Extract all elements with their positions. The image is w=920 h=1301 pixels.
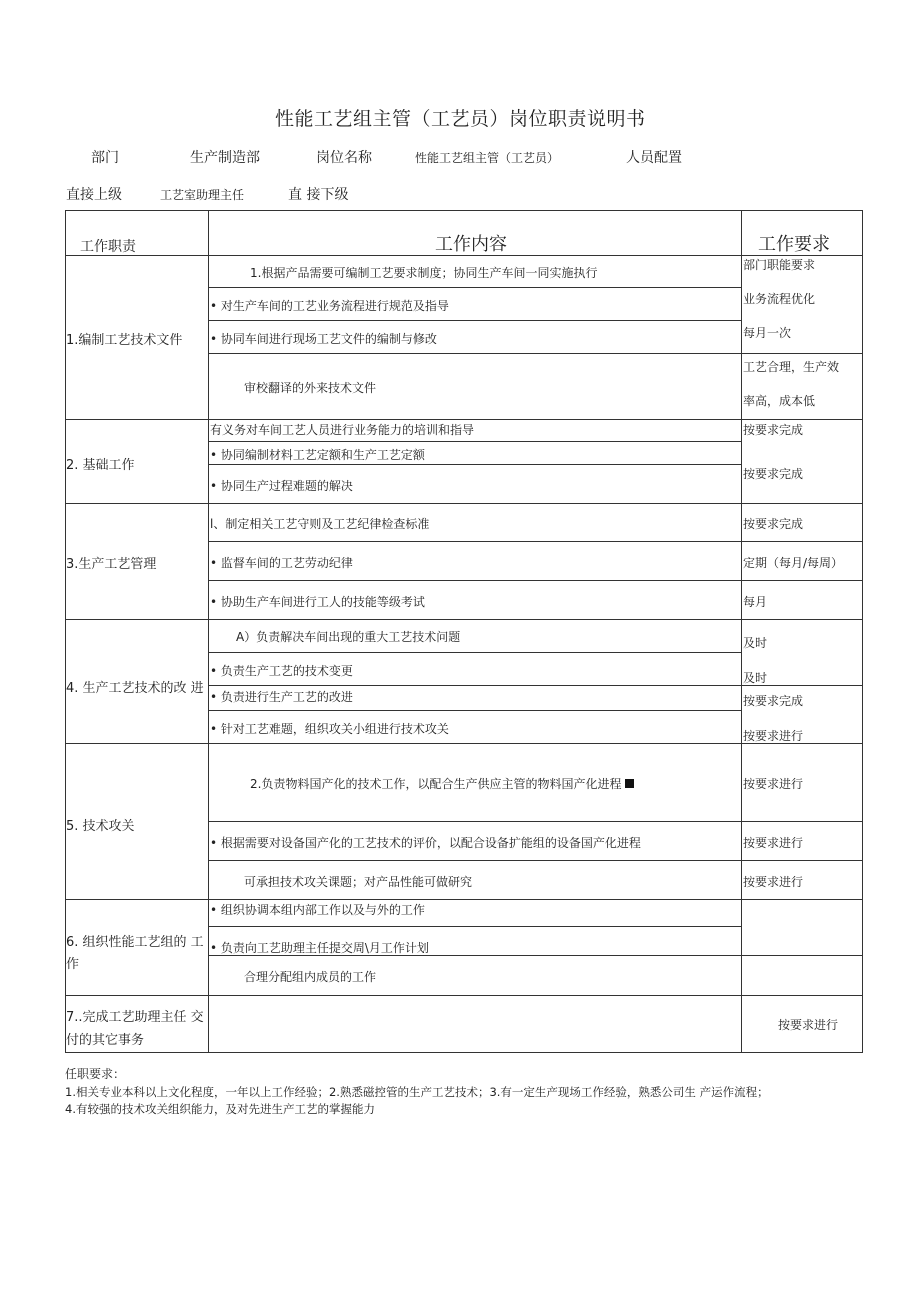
requirement-cell: 及时	[743, 671, 768, 685]
row-divider	[208, 652, 741, 653]
header-content: 工作内容	[435, 234, 507, 255]
row-divider	[741, 353, 863, 354]
square-bullet-icon	[625, 779, 634, 788]
content-cell: • 监督车间的工艺劳动纪律	[210, 556, 353, 570]
requirement-cell: 定期（每月/每周）	[743, 556, 844, 570]
duty-cell: 6. 组织性能工艺组的 工	[66, 935, 204, 950]
row-divider	[208, 287, 741, 288]
header-requirement: 工作要求	[758, 234, 830, 255]
row-divider	[208, 320, 741, 321]
table-border-bottom	[65, 1052, 863, 1053]
section-divider	[65, 503, 863, 504]
requirement-cell: 每月一次	[743, 326, 792, 340]
content-cell: • 协同车间进行现场工艺文件的编制与修改	[210, 332, 437, 346]
content-cell: • 协助生产车间进行工人的技能等级考试	[210, 595, 425, 609]
row-divider	[208, 441, 741, 442]
row-divider	[208, 821, 863, 822]
row-divider	[208, 541, 863, 542]
content-cell: • 协同编制材料工艺定额和生产工艺定额	[210, 448, 425, 462]
requirement-cell: 按要求进行	[743, 729, 804, 743]
content-cell: • 针对工艺难题，组织攻关小组进行技术攻关	[210, 722, 449, 736]
superior-value: 工艺室助理主任	[160, 188, 245, 202]
content-cell: • 负责向工艺助理主任提交周\月工作计划	[210, 941, 429, 955]
content-cell: 合理分配组内成员的工作	[244, 970, 377, 984]
subordinate-label: 直 接下级	[288, 187, 349, 203]
content-cell: 1.根据产品需要可编制工艺要求制度；协同生产车间一同实施执行	[250, 266, 598, 280]
requirement-cell: 每月	[743, 595, 768, 609]
section-divider	[65, 619, 863, 620]
row-divider	[208, 860, 863, 861]
requirement-cell: 及时	[743, 636, 768, 650]
requirement-cell: 按要求完成	[743, 517, 804, 531]
requirement-cell: 按要求进行	[743, 836, 804, 850]
position-label: 岗位名称	[316, 150, 372, 166]
qualifications-line: 4.有较强的技术攻关组织能力，及对先进生产工艺的掌握能力	[65, 1102, 375, 1116]
duty-cell: 付的其它事务	[66, 1033, 145, 1048]
requirement-cell: 按要求完成	[743, 423, 804, 437]
content-cell: 有义务对车间工艺人员进行业务能力的培训和指导	[210, 423, 475, 437]
content-cell: • 对生产车间的工艺业务流程进行规范及指导	[210, 299, 449, 313]
duty-cell: 作	[66, 957, 80, 972]
staffing-label: 人员配置	[626, 150, 682, 166]
requirement-cell: 率高，成本低	[743, 394, 816, 408]
duty-cell: 1.编制工艺技术文件	[66, 333, 183, 348]
superior-label: 直接上级	[66, 187, 122, 203]
content-cell: • 协同生产过程难题的解决	[210, 479, 353, 493]
content-cell: 可承担技术攻关课题；对产品性能可做研究	[244, 875, 473, 889]
duty-cell: 2. 基础工作	[66, 458, 135, 473]
row-divider	[208, 580, 863, 581]
requirement-cell: 业务流程优化	[743, 292, 816, 306]
table-border-right	[862, 210, 863, 1053]
content-cell: • 根据需要对设备国产化的工艺技术的评价，以配合设备扩能组的设备国产化进程	[210, 836, 641, 850]
content-cell	[250, 775, 634, 792]
content-cell: • 负责进行生产工艺的改进	[210, 690, 353, 704]
row-divider	[208, 926, 741, 927]
header-duty: 工作职责	[80, 239, 136, 255]
table-border-top	[65, 210, 863, 211]
requirement-cell: 按要求完成	[743, 467, 804, 481]
dept-label: 部门	[91, 150, 119, 166]
content-cell: A）负责解决车间出现的重大工艺技术问题	[236, 630, 461, 644]
content-cell: 审校翻译的外来技术文件	[244, 381, 377, 395]
column-divider	[741, 210, 742, 1053]
qualifications-heading: 任职要求：	[65, 1067, 126, 1081]
requirement-cell: 按要求完成	[743, 694, 804, 708]
section-divider	[65, 995, 863, 996]
content-cell: l、制定相关工艺守则及工艺纪律检查标准	[210, 517, 430, 531]
duty-cell: 5. 技术攻关	[66, 819, 135, 834]
qualifications-line: 1.相关专业本科以上文化程度，一年以上工作经验；2.熟悉磁控管的生产工艺技术；3.有一定生产现场工作经验，熟悉公司生 产运作流程；	[65, 1085, 769, 1099]
section-divider	[65, 419, 863, 420]
section-divider	[65, 899, 863, 900]
row-divider	[208, 710, 741, 711]
requirement-cell: 按要求进行	[743, 777, 804, 791]
requirement-cell: 工艺合理，生产效	[743, 360, 840, 374]
row-divider	[208, 353, 741, 354]
content-text: 2.负责物料国产化的技术工作，以配合生产供应主管的物料国产化进程	[250, 777, 622, 791]
duty-cell: 3.生产工艺管理	[66, 557, 157, 572]
content-cell: • 负责生产工艺的技术变更	[210, 664, 353, 678]
requirement-cell: 部门职能要求	[743, 258, 816, 272]
document-title: 性能工艺组主管（工艺员）岗位职责说明书	[275, 108, 646, 130]
requirement-cell: 按要求进行	[778, 1018, 839, 1032]
duty-cell: 4. 生产工艺技术的改 进	[66, 681, 204, 696]
dept-value: 生产制造部	[190, 150, 260, 166]
content-cell: • 组织协调本组内部工作以及与外的工作	[210, 903, 425, 917]
position-value: 性能工艺组主管（工艺员）	[415, 151, 560, 165]
duty-cell: 7..完成工艺助理主任 交	[66, 1010, 204, 1025]
row-divider	[208, 464, 741, 465]
requirement-cell: 按要求进行	[743, 875, 804, 889]
